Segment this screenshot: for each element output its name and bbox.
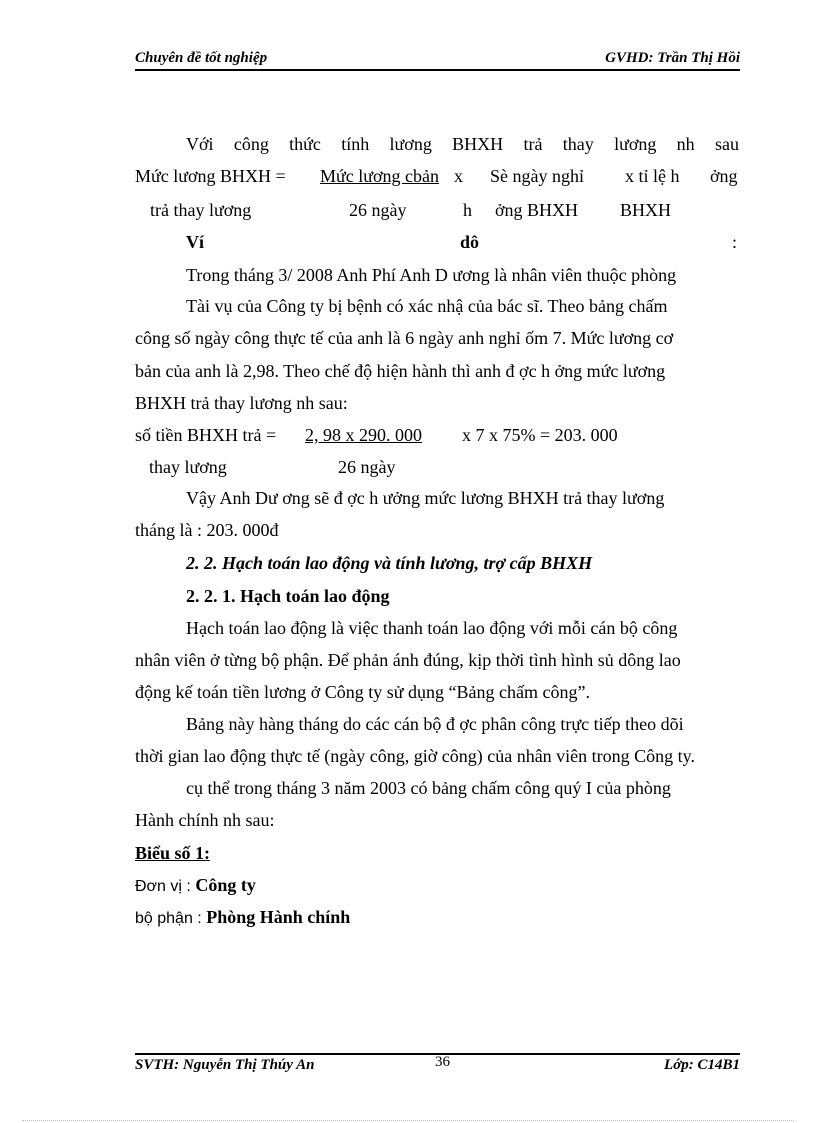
formula-intro-word: công [233,134,269,154]
calc-numerator: 2, 98 x 290. 000 [305,425,422,445]
formula-intro-word: thức [289,134,321,154]
formula-sub-end: BHXH [620,200,672,220]
calc-denominator: 26 ngày [338,457,396,477]
formula-intro-word: trả [523,134,543,154]
formula-intro-word: BHXH [452,134,504,154]
para-line-2: nhân viên ở từng bộ phận. Để phản ánh đúng, kịp thời tình hình sủ dông lao [135,650,681,670]
formula-intro [186,133,739,155]
para-line-1: Hạch toán lao động là việc thanh toán lao động với mỗi cán bộ công [186,618,678,638]
header-left: Chuyên đề tốt nghiệp [135,50,268,66]
example-line-2: Tài vụ của Công ty bị bệnh có xác nhậ của bác sĩ. Theo bảng chấm [186,296,668,316]
example-colon: : [732,232,738,252]
formula-line-2 [135,199,740,221]
formula-numerator: Mức lương cbản [320,166,440,186]
example-line-5: BHXH trả thay lương nh sau: [135,393,348,413]
formula-sub-bhxh: ởng BHXH [495,200,579,220]
calc-line-2: thay lương 26 ngày [149,457,396,477]
footer-right: Lớp: C14B1 [664,1057,740,1073]
calc-line-1: số tiền BHXH trả = 2, 98 x 290. 000 x 7 x 75% = 203. 000 [135,425,618,445]
unit-value: Công ty [195,875,256,895]
unit-label: Đơn vị : [135,878,191,895]
table-caption: Biểu số 1: [135,843,211,863]
formula-intro-word: lương [389,134,432,154]
header-right: GVHD: Trần Thị Hồi [605,50,740,66]
formula-label: Mức lương BHXH = [135,166,286,186]
page-footer [135,1054,740,1077]
formula-sub-label: trả thay lương [150,200,252,220]
para-line-7: Hành chính nh sau: [135,810,275,830]
subsection-heading: 2. 2. 1. Hạch toán lao động [186,586,390,606]
example-line-3: công số ngày công thực tế của anh là 6 ngày anh nghỉ ốm 7. Mức lương cơ [135,328,674,348]
example-line-1: Trong tháng 3/ 2008 Anh Phí Anh D ương là nhân viên thuộc phòng [186,265,677,285]
formula-times: x [454,166,463,186]
formula-intro-word: tính [341,134,370,154]
para-line-5: thời gian lao động thực tế (ngày công, giờ công) của nhân viên trong Công ty. [135,746,696,766]
footer-left: SVTH: Nguyễn Thị Thúy An [135,1057,315,1073]
formula-intro-word: thay [562,134,594,154]
example-heading: Ví dô [186,232,479,252]
formula-intro-word: lương [614,134,657,154]
result-line-2: tháng là : 203. 000đ [135,520,279,540]
formula-rate-end: ởng [710,166,738,186]
formula-sub-h: h [463,200,472,220]
para-line-4: Bảng này hàng tháng do các cán bộ đ ợc phân công trực tiếp theo dõi [186,714,684,734]
formula-intro-word: sau [714,134,739,154]
formula-rate: x tỉ lệ h [625,166,680,186]
para-line-6: cụ thể trong tháng 3 năm 2003 có bảng chấm công quý I của phòng [186,778,671,798]
para-line-3: động kế toán tiền lương ở Công ty sử dụng “Bảng chấm công”. [135,682,590,702]
result-line-1: Vậy Anh Dư ơng sẽ đ ợc h ưởng mức lương BHXH trả thay lương [186,488,665,508]
department-value: Phòng Hành chính [206,907,351,927]
page-number: 36 [435,1054,450,1070]
page-edge-rule [22,1120,794,1121]
department-line [135,906,350,930]
example-line-4: bản của anh là 2,98. Theo chế độ hiện hành thì anh đ ợc h ởng mức lương [135,361,666,381]
formula-intro-word: Với [186,134,214,154]
header-rule [135,69,740,71]
formula-line-1 [135,165,740,187]
formula-days: Sè ngày nghỉ [490,166,584,186]
page-header [135,50,740,70]
section-heading: 2. 2. Hạch toán lao động và tính lương, trợ cấp BHXH [186,553,593,573]
unit-line [135,874,256,898]
department-label: bộ phận : [135,910,202,927]
formula-denominator: 26 ngày [349,200,407,220]
formula-intro-word: nh [676,134,695,154]
